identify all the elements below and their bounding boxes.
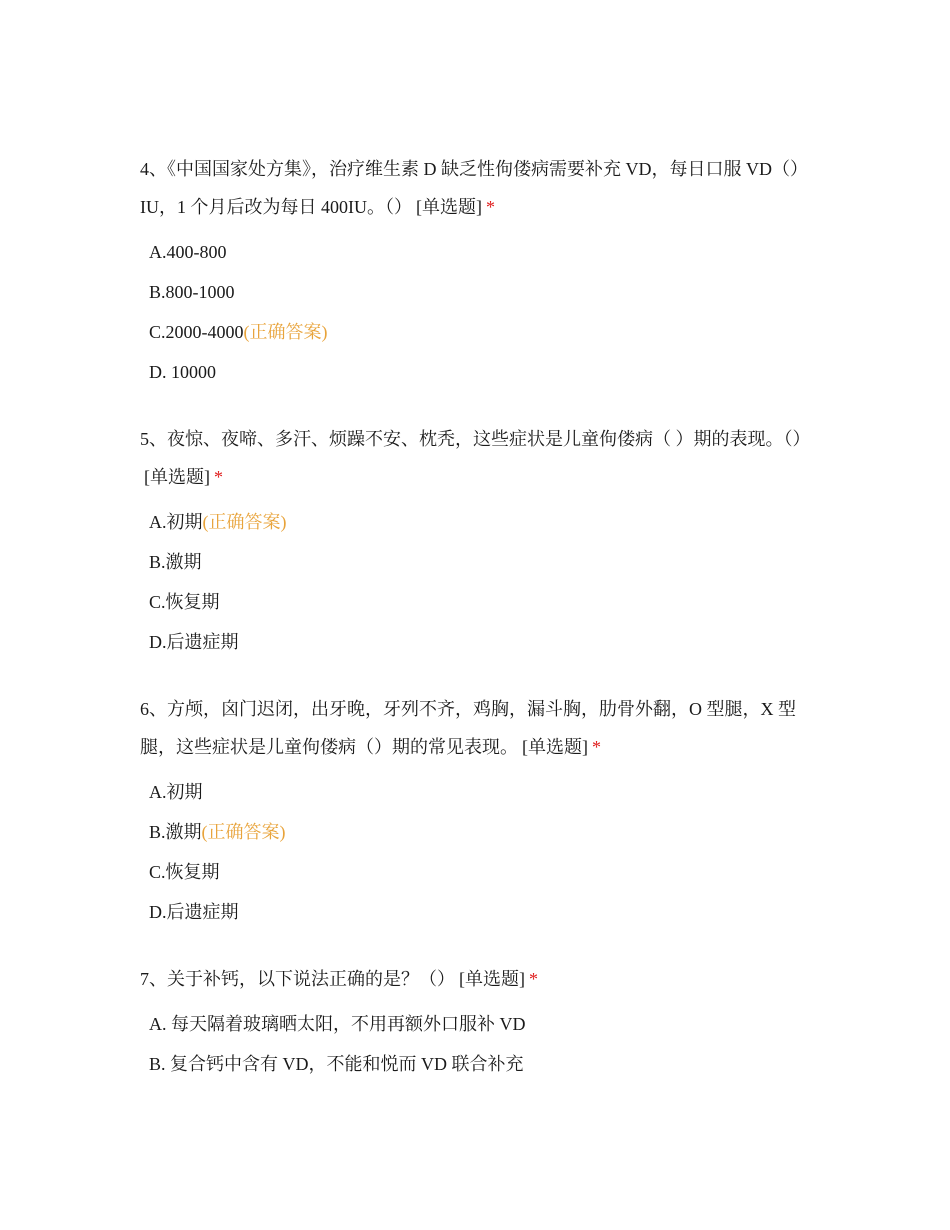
- question-text: 6、方颅，囟门迟闭，出牙晚，牙列不齐，鸡胸，漏斗胸，肋骨外翻，O 型腿，X 型腿，这些症状是儿童佝偻病（）期的常见表现。: [140, 699, 796, 757]
- option-text: B. 复合钙中含有 VD，不能和悦而 VD 联合补充: [149, 1054, 524, 1074]
- option-item: [140, 852, 820, 892]
- question-title: [140, 150, 820, 226]
- option-text: C.恢复期: [149, 862, 220, 882]
- option-item: [140, 232, 820, 272]
- correct-answer-note: (正确答案): [201, 822, 286, 842]
- option-item: [140, 542, 820, 582]
- question-title: [140, 420, 820, 496]
- option-text: D.后遗症期: [149, 632, 239, 652]
- question-title: [140, 690, 820, 766]
- option-item: [140, 272, 820, 312]
- question-6: [140, 690, 820, 932]
- option-item: [140, 1004, 820, 1044]
- required-mark: *: [486, 197, 495, 217]
- option-item: [140, 622, 820, 662]
- correct-answer-note: (正确答案): [243, 322, 328, 342]
- option-item: [140, 312, 820, 352]
- option-text: C.恢复期: [149, 592, 220, 612]
- option-text: B.激期: [149, 552, 202, 572]
- option-text: D.后遗症期: [149, 902, 239, 922]
- option-text: B.激期: [149, 822, 202, 842]
- option-text: A.初期: [149, 512, 203, 532]
- question-type-label: [单选题]: [144, 467, 210, 487]
- option-text: C.2000-4000: [149, 322, 244, 342]
- question-title: [140, 960, 820, 998]
- question-type-label: [单选题]: [416, 197, 482, 217]
- question-type-label: [单选题]: [522, 737, 588, 757]
- question-text: 4、《中国国家处方集》，治疗维生素 D 缺乏性佝偻病需要补充 VD，每日口服 VD（）IU，1 个月后改为每日 400IU。（）: [140, 159, 808, 217]
- option-text: B.800-1000: [149, 282, 235, 302]
- option-item: [140, 812, 820, 852]
- option-item: [140, 772, 820, 812]
- question-7: [140, 960, 820, 1084]
- option-item: [140, 502, 820, 542]
- question-4: [140, 150, 820, 392]
- question-5: [140, 420, 820, 662]
- option-item: [140, 892, 820, 932]
- correct-answer-note: (正确答案): [202, 512, 287, 532]
- option-text: D. 10000: [149, 362, 216, 382]
- question-type-label: [单选题]: [459, 969, 525, 989]
- questionnaire: [140, 150, 820, 1112]
- required-mark: *: [214, 467, 223, 487]
- question-text: 5、夜惊、夜啼、多汗、烦躁不安、枕秃，这些症状是儿童佝偻病（ ）期的表现。（）: [140, 429, 811, 449]
- required-mark: *: [592, 737, 601, 757]
- option-text: A.初期: [149, 782, 203, 802]
- option-item: [140, 1044, 820, 1084]
- question-text: 7、关于补钙，以下说法正确的是？（）: [140, 969, 455, 989]
- option-text: A. 每天隔着玻璃晒太阳，不用再额外口服补 VD: [149, 1014, 526, 1034]
- option-text: A.400-800: [149, 242, 227, 262]
- option-item: [140, 352, 820, 392]
- required-mark: *: [529, 969, 538, 989]
- option-item: [140, 582, 820, 622]
